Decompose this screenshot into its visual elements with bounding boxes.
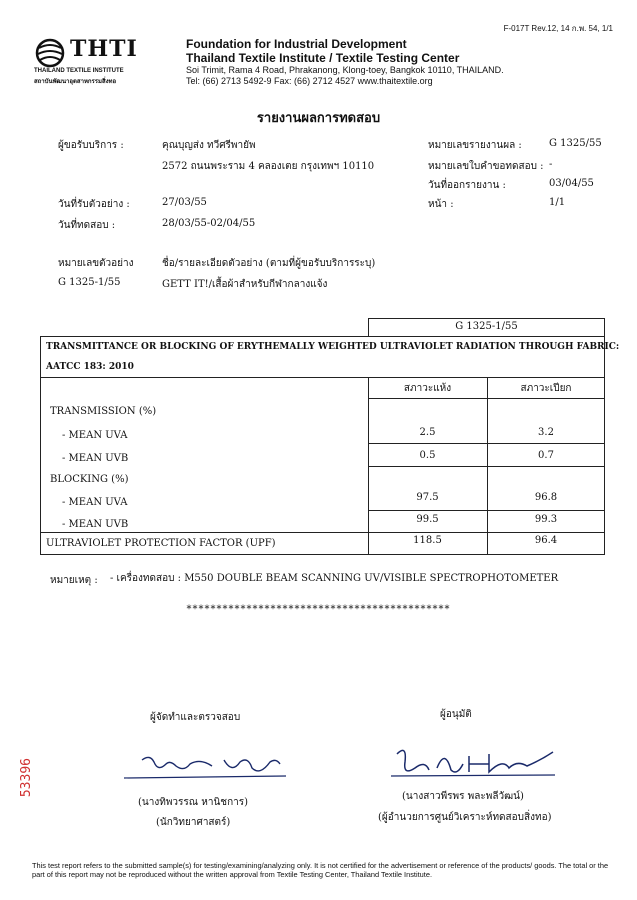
request-no-value: - <box>549 159 553 170</box>
footer-disclaimer: This test report refers to the submitted sample(s) for testing/examining/analyzing only. It is not certified for the advertisement or reference of the products/ goods. The total or the part of this report may not be reproduced without the written approval from Textile Testing Center, Thailand Textile Institute. <box>32 861 609 879</box>
row-label: - MEAN UVA <box>62 497 128 508</box>
transmission-label: TRANSMISSION (%) <box>50 406 157 417</box>
page-value: 1/1 <box>549 197 566 208</box>
left-signature <box>120 750 290 790</box>
upf-dry-value: 118.5 <box>413 535 442 546</box>
sample-no-value: G 1325-1/55 <box>58 277 121 288</box>
issue-date-label: วันที่ออกรายงาน : <box>428 180 506 191</box>
client-address: 2572 ถนนพระราม 4 คลองเตย กรุงเทพฯ 10110 <box>162 161 375 172</box>
row-wet-value: 99.3 <box>534 514 558 525</box>
logo-brand: THTI <box>70 36 138 62</box>
institute-name: Thailand Textile Institute / Textile Testing Center <box>186 51 460 65</box>
upf-wet-value: 96.4 <box>534 535 558 546</box>
left-signer-role: ผู้จัดทำและตรวจสอบ <box>150 712 241 723</box>
test-date-value: 28/03/55-02/04/55 <box>162 218 256 229</box>
report-no-value: G 1325/55 <box>549 138 602 149</box>
test-title: TRANSMITTANCE OR BLOCKING OF ERYTHEMALLY WEIGHTED ULTRAVIOLET RADIATION THROUGH FABRIC: <box>46 342 620 352</box>
logo-line1: THAILAND TEXTILE INSTITUTE <box>34 68 124 74</box>
org-contact: Tel: (66) 2713 5492-9 Fax: (66) 2712 4527 www.thaitextile.org <box>186 76 433 86</box>
org-name: Foundation for Industrial Development <box>186 37 407 51</box>
right-signer-role: ผู้อนุมัติ <box>440 709 472 720</box>
sample-column-header: G 1325-1/55 <box>455 321 518 332</box>
received-label: วันที่รับตัวอย่าง : <box>58 199 130 210</box>
end-of-report-stars: ******************************************** <box>186 604 451 615</box>
upf-label: ULTRAVIOLET PROTECTION FACTOR (UPF) <box>46 538 276 549</box>
row-wet-value: 0.7 <box>538 450 554 461</box>
page-label: หน้า : <box>428 199 454 210</box>
issue-date-value: 03/04/55 <box>549 178 594 189</box>
client-label: ผู้ขอรับบริการ : <box>58 140 124 151</box>
row-label: - MEAN UVB <box>62 453 129 464</box>
thti-logo <box>34 38 144 84</box>
row-label: - MEAN UVB <box>62 519 129 530</box>
remark-text: - เครื่องทดสอบ : M550 DOUBLE BEAM SCANNING UV/VISIBLE SPECTROPHOTOMETER <box>110 573 559 584</box>
test-date-label: วันที่ทดสอบ : <box>58 220 116 231</box>
remark-label: หมายเหตุ : <box>50 575 98 586</box>
right-signature <box>385 742 565 786</box>
request-no-label: หมายเลขใบคำขอทดสอบ : <box>428 161 544 172</box>
row-dry-value: 97.5 <box>416 492 439 503</box>
left-signer-name: (นางทิพวรรณ หานิชการ) <box>138 797 249 808</box>
received-value: 27/03/55 <box>162 197 207 208</box>
org-address: Soi Trimit, Rama 4 Road, Phrakanong, Klong-toey, Bangkok 10110, THAILAND. <box>186 65 504 75</box>
right-signer-title: (ผู้อำนวยการศูนย์วิเคราะห์ทดสอบสิ่งทอ) <box>378 812 552 823</box>
row-dry-value: 99.5 <box>416 514 439 525</box>
col-dry-header: สภาวะแห้ง <box>403 383 452 394</box>
row-dry-value: 2.5 <box>419 427 436 438</box>
col-wet-header: สภาวะเปียก <box>520 383 572 394</box>
row-wet-value: 96.8 <box>534 492 558 503</box>
blocking-label: BLOCKING (%) <box>50 474 129 485</box>
sample-desc-label: ชื่อ/รายละเอียดตัวอย่าง (ตามที่ผู้ขอรับบริการระบุ) <box>162 258 376 269</box>
form-code: F-017T Rev.12, 14 ก.พ. 54, 1/1 <box>503 24 613 33</box>
logo-line2: สถาบันพัฒนาอุตสาหกรรมสิ่งทอ <box>34 79 117 85</box>
sample-desc-value: GETT IT!/เสื้อผ้าสำหรับกีฬากลางแจ้ง <box>162 279 328 290</box>
row-dry-value: 0.5 <box>419 450 436 461</box>
row-wet-value: 3.2 <box>538 427 554 438</box>
sample-no-label: หมายเลขตัวอย่าง <box>58 258 134 269</box>
report-no-label: หมายเลขรายงานผล : <box>428 140 522 151</box>
report-title: รายงานผลการทดสอบ <box>256 110 381 125</box>
right-signer-name: (นางสาวพีรพร พละพลีวัฒน์) <box>402 791 524 802</box>
stamp-number: 53396 <box>19 758 34 798</box>
row-label: - MEAN UVA <box>62 430 128 441</box>
globe-logo-icon <box>34 38 68 68</box>
test-method: AATCC 183: 2010 <box>46 362 134 372</box>
client-name: คุณบุญส่ง ทวีศรีพายัพ <box>162 140 256 151</box>
left-signer-title: (นักวิทยาศาสตร์) <box>156 817 231 828</box>
